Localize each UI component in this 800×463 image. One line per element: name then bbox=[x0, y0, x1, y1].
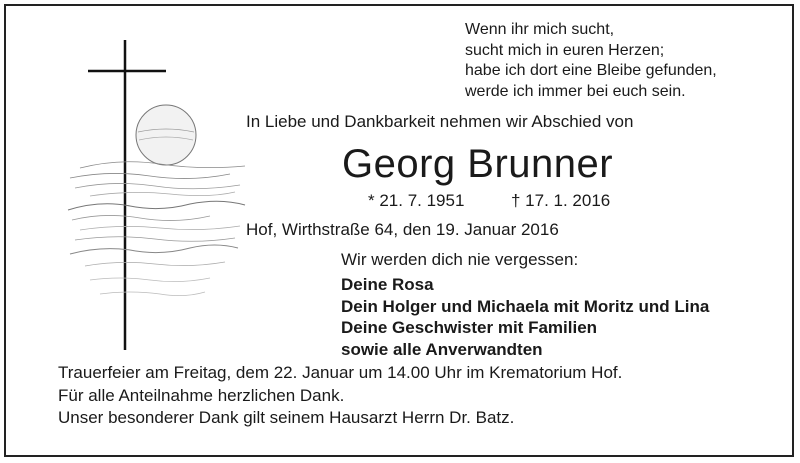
doctor-thanks: Unser besonderer Dank gilt seinem Hausarzt Herrn Dr. Batz. bbox=[58, 408, 515, 427]
moon-icon bbox=[136, 105, 196, 165]
mourner: Dein Holger und Michaela mit Moritz und Lina bbox=[341, 296, 710, 316]
footer-text bbox=[58, 362, 622, 430]
place-date: Hof, Wirthstraße 64, den 19. Januar 2016 bbox=[246, 220, 559, 239]
mourner: sowie alle Anverwandten bbox=[341, 339, 543, 359]
landscape-sketch bbox=[68, 162, 245, 296]
poem-line: Wenn ihr mich sucht, bbox=[465, 21, 615, 38]
deceased-name: Georg Brunner bbox=[342, 142, 614, 186]
mourners-list bbox=[341, 274, 709, 360]
thanks-line: Für alle Anteilnahme herzlichen Dank. bbox=[58, 385, 345, 405]
never-forget-text: Wir werden dich nie vergessen: bbox=[341, 250, 579, 269]
death-date: † 17. 1. 2016 bbox=[511, 191, 611, 210]
mourner: Deine Geschwister mit Familien bbox=[341, 318, 598, 337]
funeral-info: Trauerfeier am Freitag, dem 22. Januar um 14.00 Uhr im Krematorium Hof. bbox=[58, 363, 623, 382]
mourner: Deine Rosa bbox=[341, 275, 434, 294]
poem-line: werde ich immer bei euch sein. bbox=[465, 82, 686, 100]
intro-text: In Liebe und Dankbarkeit nehmen wir Abschied von bbox=[246, 112, 634, 131]
birth-date: * 21. 7. 1951 bbox=[368, 191, 465, 210]
poem bbox=[465, 20, 717, 102]
moon-landscape-illustration bbox=[60, 40, 250, 360]
poem-line: habe ich dort eine Bleibe gefunden, bbox=[465, 62, 717, 79]
poem-line: sucht mich in euren Herzen; bbox=[465, 41, 665, 59]
